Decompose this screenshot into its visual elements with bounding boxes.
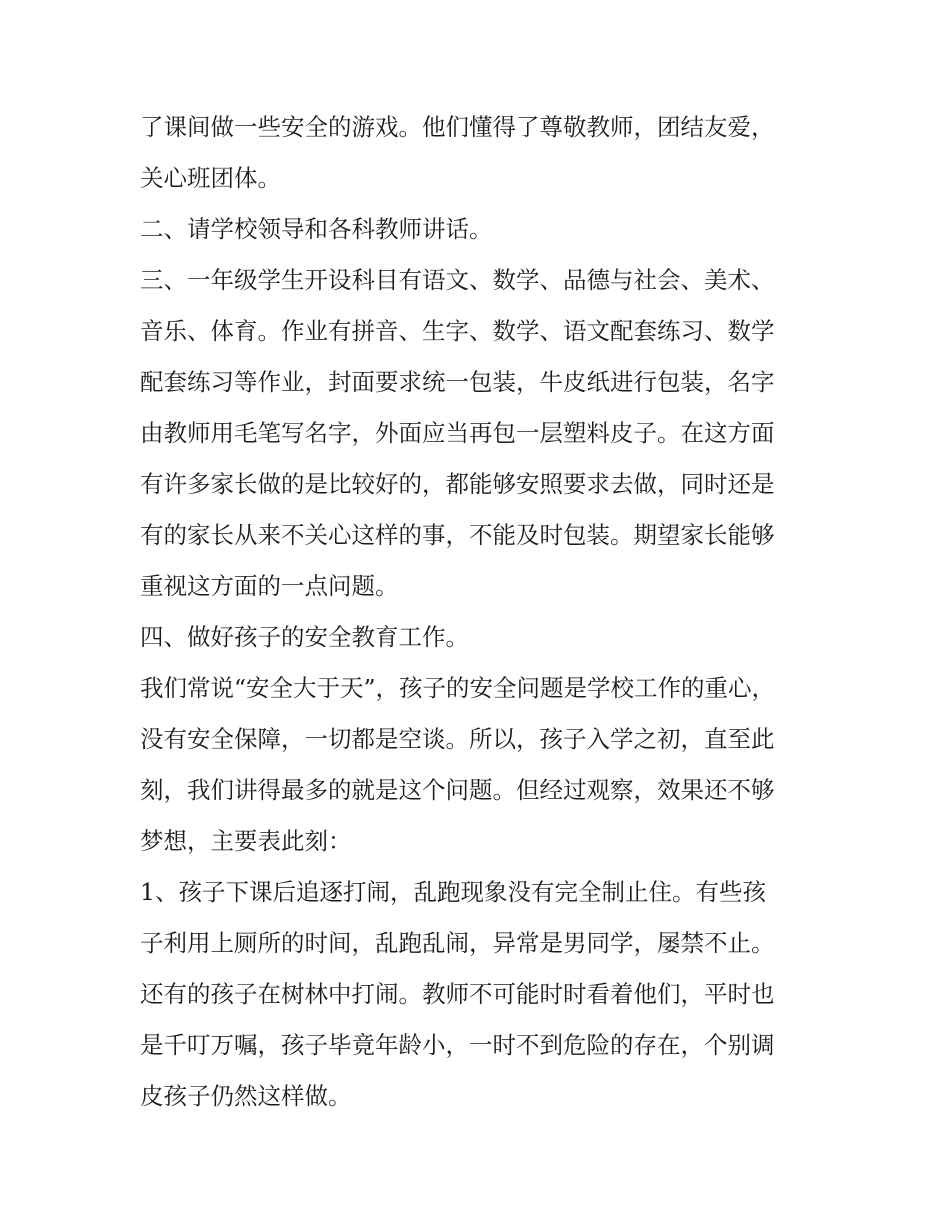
text-line: 关心班团体。 — [140, 164, 281, 192]
text-line: 三、一年级学生开设科目有语文、数学、品德与社会、美术、 — [140, 266, 775, 294]
text-line: 音乐、体育。作业有拼音、生字、数学、语文配套练习、数学 — [140, 317, 775, 345]
text-line: 四、做好孩子的安全教育工作。 — [140, 623, 469, 651]
text-line: 重视这方面的一点问题。 — [140, 572, 399, 600]
text-line: 由教师用毛笔写名字，外面应当再包一层塑料皮子。在这方面 — [140, 419, 775, 447]
text-line: 二、请学校领导和各科教师讲话。 — [140, 215, 493, 243]
text-line: 皮孩子仍然这样做。 — [140, 1082, 352, 1110]
text-line: 了课间做一些安全的游戏。他们懂得了尊敬教师，团结友爱， — [140, 113, 775, 141]
text-line: 是千叮万嘱，孩子毕竟年龄小，一时不到危险的存在，个别调 — [140, 1031, 775, 1059]
text-line: 刻，我们讲得最多的就是这个问题。但经过观察，效果还不够 — [140, 776, 775, 804]
text-line: 配套练习等作业，封面要求统一包装，牛皮纸进行包装，名字 — [140, 368, 775, 396]
document-body — [140, 102, 820, 1122]
text-line: 子利用上厕所的时间，乱跑乱闹，异常是男同学，屡禁不止。 — [140, 929, 775, 957]
text-line: 有许多家长做的是比较好的，都能够安照要求去做，同时还是 — [140, 470, 775, 498]
text-line: 1、孩子下课后追逐打闹，乱跑现象没有完全制止住。有些孩 — [140, 878, 766, 906]
text-line: 没有安全保障，一切都是空谈。所以，孩子入学之初，直至此 — [140, 725, 775, 753]
text-line: 还有的孩子在树林中打闹。教师不可能时时看着他们，平时也 — [140, 980, 775, 1008]
text-line: 有的家长从来不关心这样的事，不能及时包装。期望家长能够 — [140, 521, 775, 549]
text-line: 梦想，主要表此刻： — [140, 827, 352, 855]
text-line: 我们常说“安全大于天”，孩子的安全问题是学校工作的重心， — [140, 674, 776, 702]
